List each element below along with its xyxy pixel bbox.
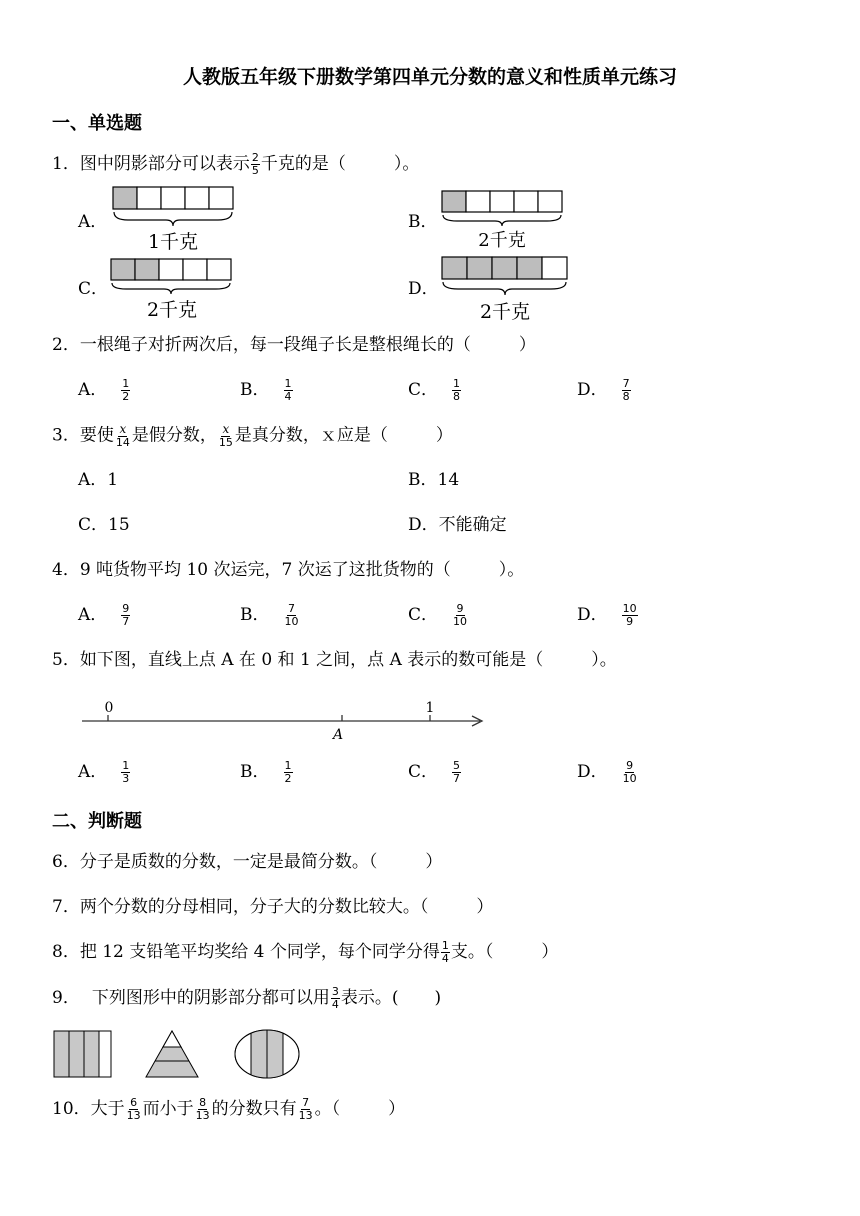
question-number: 4．: [52, 560, 80, 580]
q1-option-a-figure: [108, 184, 236, 254]
fraction: $\frac{7}{8}$: [622, 377, 630, 403]
question-1: 1．图中阴影部分可以表示 $\frac{2}{5}$ 千克的是（ ）。: [52, 151, 420, 177]
page-title: 人教版五年级下册数学第四单元分数的意义和性质单元练习: [182, 66, 677, 88]
label-point-a: A: [332, 727, 344, 743]
question-number: 2．: [52, 335, 80, 355]
label-one: 1: [425, 700, 435, 716]
question-7: 7．两个分数的分母相同，分子大的分数比较大。（ ）: [52, 897, 494, 917]
question-number: 7．: [52, 897, 80, 917]
fraction: $\frac{10}{9}$: [622, 602, 637, 628]
q1-option-c-figure: [106, 256, 238, 322]
bar-label: 2千克: [479, 301, 531, 323]
question-number: 5．: [52, 650, 80, 670]
bar-cells: [113, 187, 233, 209]
bar-cells: [111, 259, 231, 280]
fraction: $\frac{x}{14}$: [115, 422, 130, 449]
label-zero: 0: [104, 700, 114, 716]
fraction: $\frac{1}{4}$: [284, 377, 292, 403]
q1-option-a-letter[interactable]: A．: [78, 212, 108, 232]
fraction: $\frac{9}{10}$: [622, 759, 637, 785]
number-line: [76, 695, 496, 745]
brace-icon: [114, 212, 232, 226]
q2-option-d[interactable]: D． $\frac{7}{8}$: [577, 377, 630, 403]
fraction: $\frac{1}{2}$: [284, 759, 292, 785]
q3-option-a[interactable]: A．1: [78, 470, 119, 490]
brace-icon: [443, 215, 561, 226]
q1-option-d-figure: [438, 254, 572, 324]
brace-icon: [112, 283, 230, 294]
q5-option-c[interactable]: C． $\frac{5}{7}$: [408, 759, 461, 785]
question-10: 10．大于 $\frac{6}{13}$ 而小于 $\frac{8}{13}$ 的分数只有 $\frac{7}{13}$ 。（ ）: [52, 1096, 406, 1122]
fraction: $\frac{1}{4}$: [441, 939, 449, 965]
q2-option-a[interactable]: A． $\frac{1}{2}$: [78, 377, 130, 403]
fraction: $\frac{5}{7}$: [453, 759, 461, 785]
question-4: 4．9 吨货物平均 10 次运完，7 次运了这批货物的（ ）。: [52, 560, 525, 580]
bar-label: 1千克: [147, 231, 199, 253]
section-heading-single-choice: 一、单选题: [52, 113, 142, 134]
triangle-shape: [146, 1031, 198, 1077]
question-number: 10．: [52, 1099, 91, 1119]
question-5: 5．如下图，直线上点 A 在 0 和 1 之间，点 A 表示的数可能是（ ）。: [52, 650, 617, 670]
question-number: 6．: [52, 852, 80, 872]
fraction: $\frac{7}{10}$: [284, 602, 299, 628]
bar-label: 2千克: [146, 299, 198, 321]
q2-option-c[interactable]: C． $\frac{1}{8}$: [408, 377, 461, 403]
section-heading-true-false: 二、判断题: [52, 811, 142, 832]
fraction: $\frac{x}{15}$: [218, 422, 233, 449]
q1-option-b-letter[interactable]: B．: [408, 212, 438, 232]
fraction: $\frac{7}{13}$: [298, 1096, 313, 1122]
fraction: $\frac{2}{5}$: [251, 151, 259, 177]
question-3: 3．要使 $\frac{x}{14}$ 是假分数， $\frac{x}{15}$ 是真分数，ｘ应是（ ）: [52, 422, 453, 449]
question-number: 9．: [52, 988, 80, 1008]
q5-option-a[interactable]: A． $\frac{1}{3}$: [78, 759, 130, 785]
fraction: $\frac{9}{7}$: [122, 602, 130, 628]
question-8: 8．把 12 支铅笔平均奖给 4 个同学，每个同学分得 $\frac{1}{4}$ 支。（ ）: [52, 939, 559, 965]
q4-option-a[interactable]: A． $\frac{9}{7}$: [78, 602, 130, 628]
fraction: $\frac{8}{13}$: [195, 1096, 210, 1122]
rectangle-shape: [54, 1031, 111, 1077]
bar-cells: [442, 257, 567, 279]
q5-option-d[interactable]: D． $\frac{9}{10}$: [577, 759, 637, 785]
ellipse-shape: [235, 1030, 299, 1078]
fraction: $\frac{9}{10}$: [453, 602, 468, 628]
question-number: 8．: [52, 942, 80, 962]
q1-option-b-figure: [437, 188, 565, 252]
q4-option-d[interactable]: D． $\frac{10}{9}$: [577, 602, 637, 628]
brace-icon: [443, 282, 566, 295]
fraction: $\frac{3}{4}$: [331, 985, 339, 1011]
question-number: 1．: [52, 154, 80, 174]
fraction: $\frac{6}{13}$: [126, 1096, 141, 1122]
fraction: $\frac{1}{2}$: [122, 377, 130, 403]
q3-option-d[interactable]: D．不能确定: [408, 515, 507, 535]
q1-option-d-letter[interactable]: D．: [408, 279, 439, 299]
fraction: $\frac{1}{3}$: [122, 759, 130, 785]
q4-option-c[interactable]: C． $\frac{9}{10}$: [408, 602, 468, 628]
q9-shapes: [50, 1026, 308, 1084]
bar-cells: [442, 191, 562, 212]
q4-option-b[interactable]: B． $\frac{7}{10}$: [240, 602, 299, 628]
question-9: 9． 下列图形中的阴影部分都可以用 $\frac{3}{4}$ 表示。( ): [52, 985, 442, 1011]
bar-label: 2千克: [478, 230, 526, 251]
question-2: 2．一根绳子对折两次后，每一段绳子长是整根绳长的（ ）: [52, 335, 536, 355]
q3-option-c[interactable]: C．15: [78, 515, 130, 535]
q3-option-b[interactable]: B．14: [408, 470, 460, 490]
q2-option-b[interactable]: B． $\frac{1}{4}$: [240, 377, 292, 403]
q5-option-b[interactable]: B． $\frac{1}{2}$: [240, 759, 292, 785]
fraction: $\frac{1}{8}$: [453, 377, 461, 403]
q1-option-c-letter[interactable]: C．: [78, 279, 109, 299]
question-number: 3．: [52, 425, 80, 446]
question-6: 6．分子是质数的分数，一定是最简分数。（ ）: [52, 852, 443, 872]
